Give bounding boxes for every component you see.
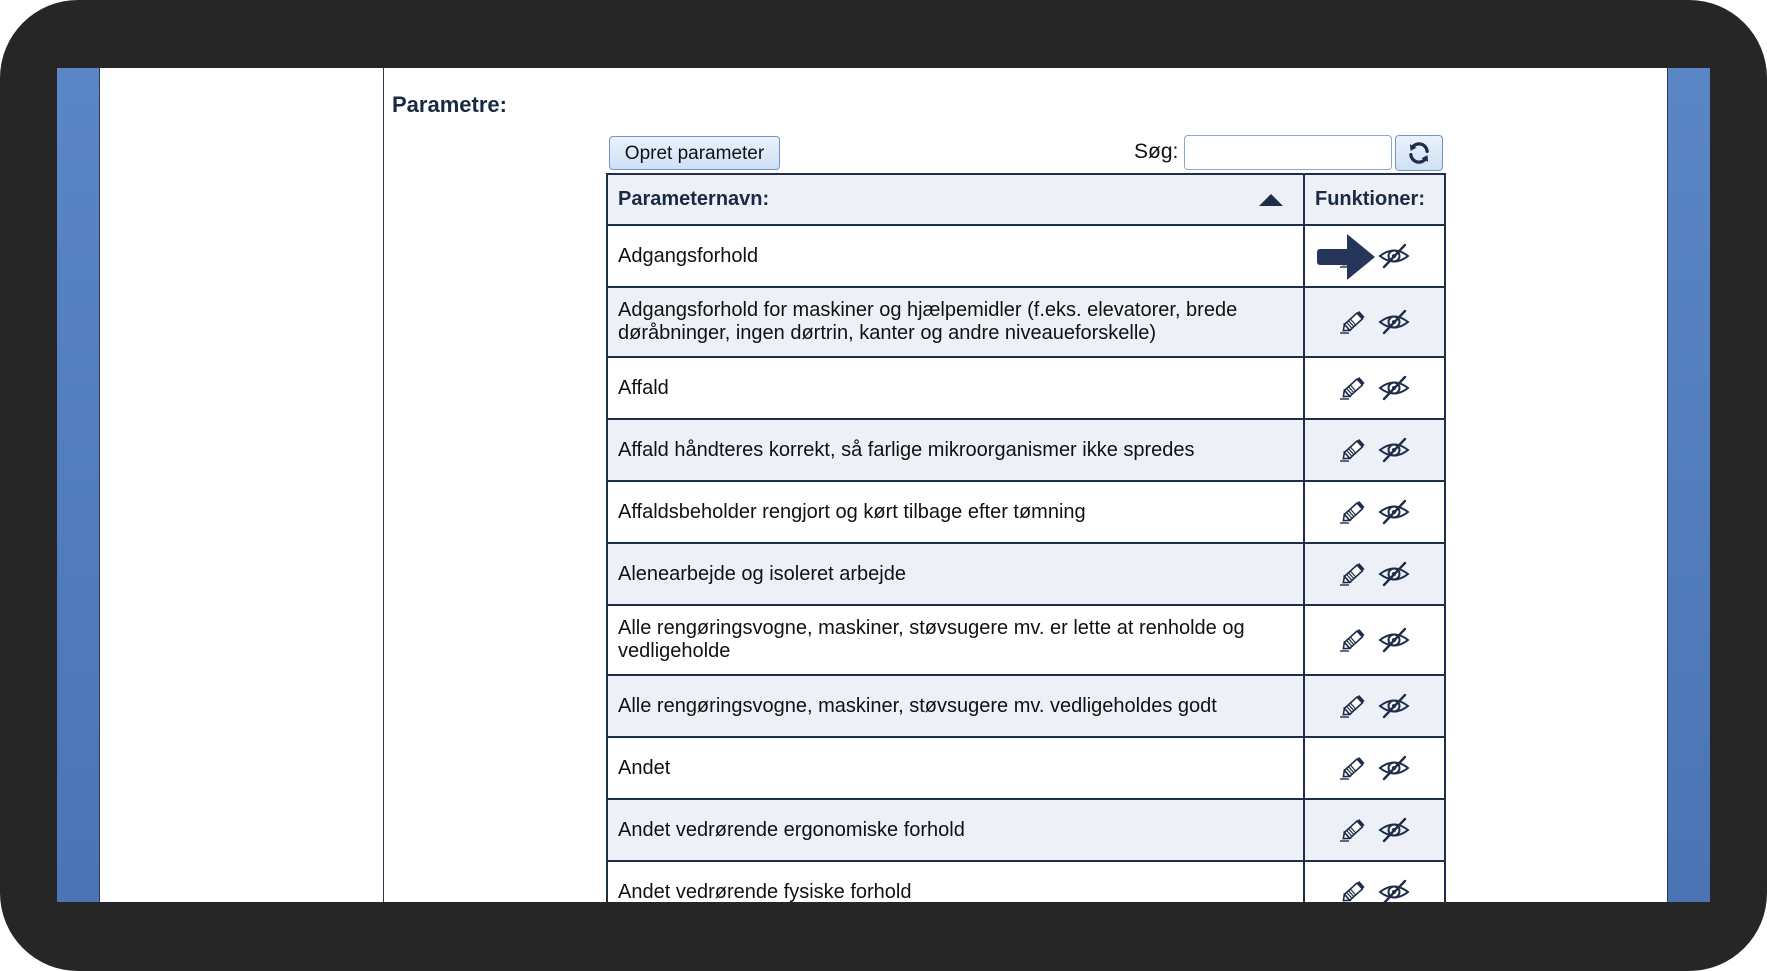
sort-ascending-icon[interactable] xyxy=(1259,194,1283,206)
functions-cell xyxy=(1304,419,1445,481)
pencil-icon[interactable] xyxy=(1339,879,1367,902)
table-body xyxy=(607,225,1445,902)
table-row xyxy=(607,287,1445,357)
table-row xyxy=(607,543,1445,605)
functions-cell xyxy=(1304,543,1445,605)
parameter-name: Andet xyxy=(618,756,671,779)
parameter-name-cell[interactable] xyxy=(607,287,1304,357)
parameter-name: Alle rengøringsvogne, maskiner, støvsugere mv. vedligeholdes godt xyxy=(618,694,1217,717)
parameter-name-cell[interactable] xyxy=(607,799,1304,861)
parameter-name-cell[interactable] xyxy=(607,481,1304,543)
parameter-name-cell[interactable] xyxy=(607,675,1304,737)
parameter-name-cell[interactable] xyxy=(607,543,1304,605)
table-row xyxy=(607,675,1445,737)
table-row xyxy=(607,605,1445,675)
functions-cell xyxy=(1304,605,1445,675)
eye-slash-icon[interactable] xyxy=(1378,561,1410,587)
pencil-icon[interactable] xyxy=(1339,375,1367,401)
functions-cell xyxy=(1304,357,1445,419)
create-parameter-button[interactable]: Opret parameter xyxy=(609,136,780,170)
search-label: Søg: xyxy=(1134,140,1179,163)
eye-slash-icon[interactable] xyxy=(1378,309,1410,335)
parameter-name-cell[interactable] xyxy=(607,225,1304,287)
parameter-name-cell[interactable] xyxy=(607,605,1304,675)
eye-slash-icon[interactable] xyxy=(1378,627,1410,653)
eye-slash-icon[interactable] xyxy=(1378,437,1410,463)
pencil-icon[interactable] xyxy=(1339,561,1367,587)
functions-cell xyxy=(1304,675,1445,737)
table-row xyxy=(607,861,1445,902)
parameter-table xyxy=(606,173,1446,902)
parameter-name: Andet vedrørende fysiske forhold xyxy=(618,880,912,902)
functions-cell xyxy=(1304,861,1445,902)
pencil-icon[interactable] xyxy=(1339,627,1367,653)
refresh-icon xyxy=(1406,140,1432,166)
eye-slash-icon[interactable] xyxy=(1378,375,1410,401)
eye-slash-icon[interactable] xyxy=(1378,499,1410,525)
parameter-name: Andet vedrørende ergonomiske forhold xyxy=(618,818,965,841)
column-header-name-label: Parameternavn: xyxy=(618,188,770,210)
eye-slash-icon[interactable] xyxy=(1378,243,1410,269)
parameter-name: Adgangsforhold xyxy=(618,244,759,267)
page-title: Parametre: xyxy=(392,92,507,117)
page-content xyxy=(99,68,1668,902)
parameter-name: Alenearbejde og isoleret arbejde xyxy=(618,562,906,585)
parameter-name-cell[interactable] xyxy=(607,419,1304,481)
left-sidebar xyxy=(100,68,384,902)
pencil-icon[interactable] xyxy=(1339,309,1367,335)
refresh-button[interactable] xyxy=(1395,135,1443,171)
table-row xyxy=(607,737,1445,799)
pencil-icon[interactable] xyxy=(1339,755,1367,781)
eye-slash-icon[interactable] xyxy=(1378,693,1410,719)
column-header-name[interactable] xyxy=(607,174,1304,225)
eye-slash-icon[interactable] xyxy=(1378,817,1410,843)
table-row xyxy=(607,799,1445,861)
pencil-icon[interactable] xyxy=(1339,437,1367,463)
arrow-right-icon xyxy=(1317,234,1377,280)
table-row xyxy=(607,357,1445,419)
parameter-name: Affaldsbeholder rengjort og kørt tilbage efter tømning xyxy=(618,500,1086,523)
pencil-icon[interactable] xyxy=(1339,499,1367,525)
table-row xyxy=(607,481,1445,543)
desktop-background xyxy=(57,68,1710,902)
parameter-name: Adgangsforhold for maskiner og hjælpemidler (f.eks. elevatorer, brede døråbninger, ingen dørtrin, kanter og andre niveaueforskelle) xyxy=(618,299,1238,344)
eye-slash-icon[interactable] xyxy=(1378,755,1410,781)
functions-cell xyxy=(1304,287,1445,357)
functions-cell xyxy=(1304,737,1445,799)
parameter-name: Affald xyxy=(618,376,669,399)
column-header-functions: Funktioner: xyxy=(1304,174,1445,225)
eye-slash-icon[interactable] xyxy=(1378,879,1410,902)
table-header-row xyxy=(607,174,1445,225)
functions-cell xyxy=(1304,799,1445,861)
parameter-name-cell[interactable] xyxy=(607,357,1304,419)
search-input[interactable] xyxy=(1184,135,1392,170)
parameter-name: Affald håndteres korrekt, så farlige mikroorganismer ikke spredes xyxy=(618,438,1195,461)
pencil-icon[interactable] xyxy=(1339,693,1367,719)
parameter-name-cell[interactable] xyxy=(607,861,1304,902)
pencil-icon[interactable] xyxy=(1339,817,1367,843)
parameter-name: Alle rengøringsvogne, maskiner, støvsugere mv. er lette at renholde og vedligeholde xyxy=(618,617,1245,662)
functions-cell xyxy=(1304,481,1445,543)
table-row xyxy=(607,419,1445,481)
parameter-name-cell[interactable] xyxy=(607,737,1304,799)
